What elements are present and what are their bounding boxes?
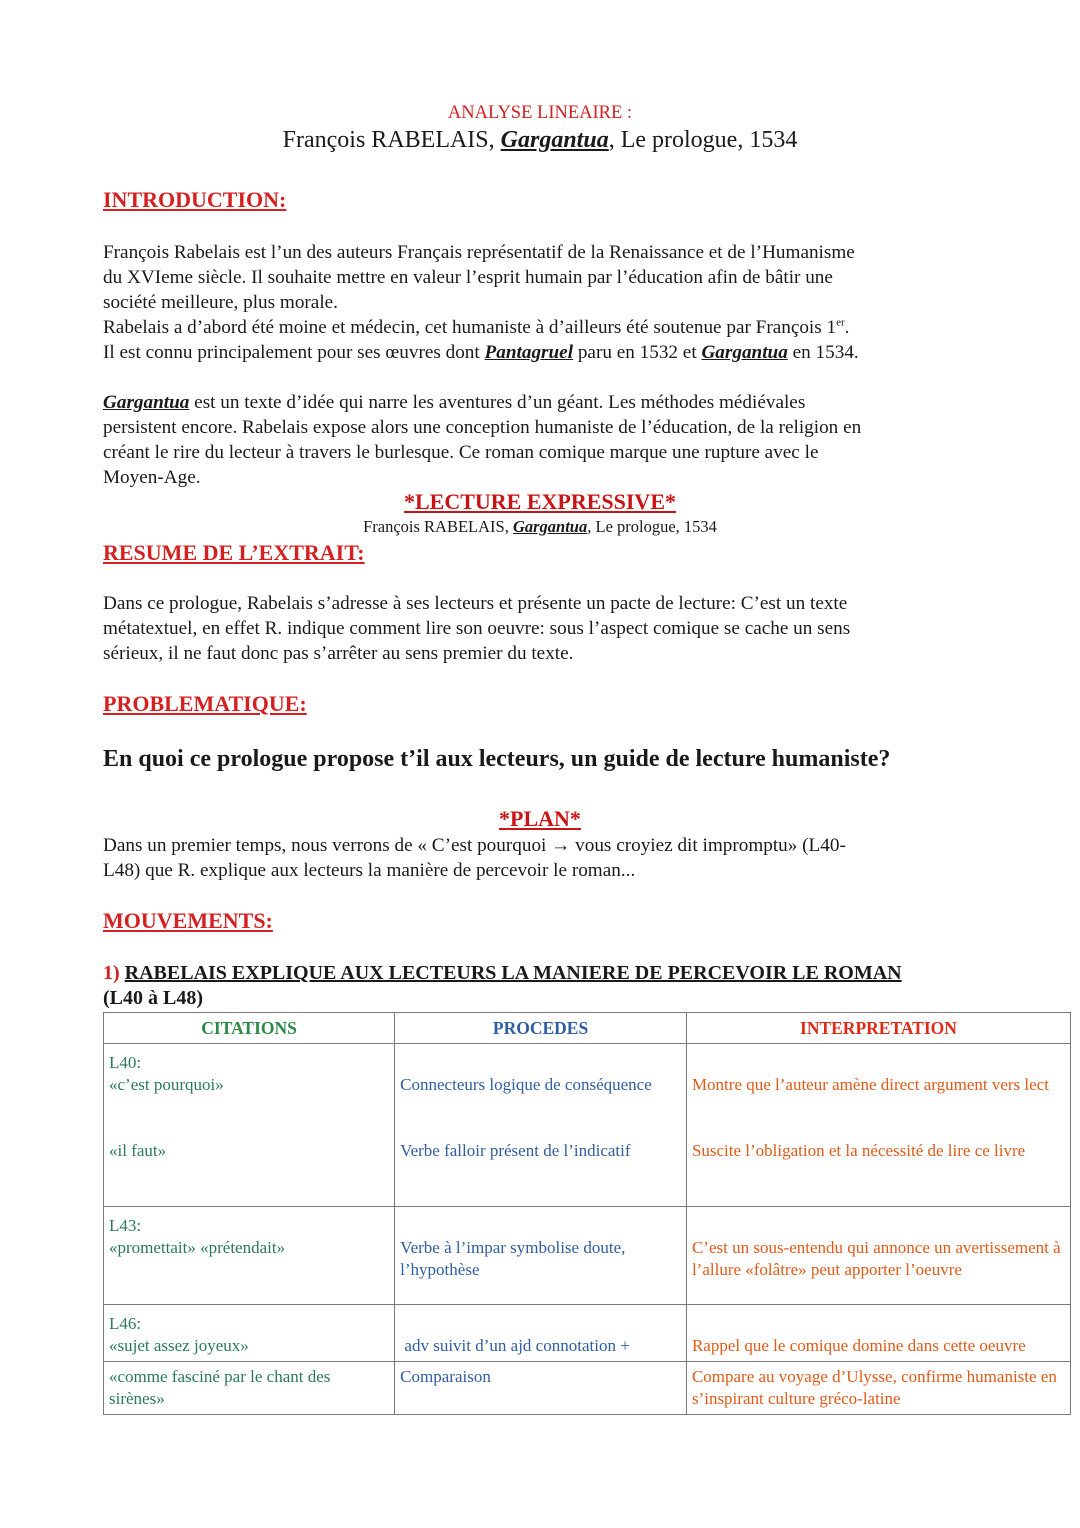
line-label: L43: [109,1216,142,1235]
interpretation: C’est un sous-entendu qui annonce un avertissement à l’allure «folâtre» peut apporter l’oeuvre [691,1238,1061,1279]
procede: Verbe à l’impar symbolise doute, l’hypothèse [400,1238,626,1279]
section-number: 1) [103,962,125,984]
procede: Connecteurs logique de conséquence [400,1075,652,1094]
resume-line: Dans ce prologue, Rabelais s’adresse à ses lecteurs et présente un pacte de lecture: C’est un texte [103,593,848,614]
interpretation-cell [686,1362,1070,1415]
procede-cell [395,1207,687,1305]
document-title [0,127,1080,154]
plan-line: L48) que R. explique aux lecteurs la manière de percevoir le roman... [103,860,636,881]
intro-line: créant le rire du lecteur à travers le burlesque. Ce roman comique marque une rupture avec le [103,442,819,463]
analysis-table [103,1012,1071,1415]
header-interpretation: INTERPRETATION [686,1013,1070,1044]
intro-line [103,315,983,340]
spacer [400,1118,681,1140]
table-row [104,1207,1071,1305]
work-title: Gargantua [701,342,788,363]
citation-cell [104,1305,395,1362]
spacer [103,365,983,390]
work-title: Pantagruel [484,342,574,363]
intro-line [103,390,983,415]
document-kicker: ANALYSE LINEAIRE : [447,103,633,123]
plan-heading: *PLAN* [499,806,581,831]
spacer [692,1118,1065,1140]
interpretation: Montre que l’auteur amène direct argument vers lect [691,1075,1049,1094]
interpretation-cell [686,1044,1070,1207]
lecture-author: François RABELAIS, [363,517,513,536]
resume-heading: RESUME DE L’EXTRAIT: [103,540,365,565]
title-work: Gargantua [500,127,609,153]
intro-line: Moyen-Age. [103,467,201,488]
problematique-heading: PROBLEMATIQUE: [103,691,307,716]
section-range: (L40 à L48) [103,987,203,1009]
citation-cell [104,1362,395,1415]
interpretation-cell [686,1207,1070,1305]
intro-text: Rabelais a d’abord été moine et médecin, cet humaniste à d’ailleurs été soutenue par François 1 [103,317,837,338]
plan-text [103,833,983,883]
introduction-text [103,240,983,490]
line-label: L40: [109,1053,142,1072]
intro-text: . [844,317,850,338]
resume-line: sérieux, il ne faut donc pas s’arrêter au sens premier du texte. [103,643,574,664]
mouvements-heading: MOUVEMENTS: [103,908,273,933]
lecture-heading: *LECTURE EXPRESSIVE* [403,489,676,514]
header-citations: CITATIONS [104,1013,395,1044]
title-author: François RABELAIS, [282,127,501,153]
citation-cell [104,1044,395,1207]
intro-sup: er [836,316,845,329]
lecture-subtitle [0,517,1080,537]
section-title-text: RABELAIS EXPLIQUE AUX LECTEURS LA MANIERE DE PERCEVOIR LE ROMAN [124,962,902,984]
problematique-question: En quoi ce prologue propose t’il aux lecteurs, un guide de lecture humaniste? [103,746,891,772]
citation: «promettait» «prétendait» [109,1238,286,1257]
interpretation: Suscite l’obligation et la nécessité de lire ce livre [691,1141,1026,1160]
intro-line: du XVIeme siècle. Il souhaite mettre en valeur l’esprit humain par l’éducation afin de bâtir une [103,267,833,288]
resume-line: métatextuel, en effet R. indique comment lire son oeuvre: sous l’aspect comique se cache un sens [103,618,851,639]
citation: «comme fasciné par le chant des sirènes» [109,1367,331,1408]
interpretation: Compare au voyage d’Ulysse, confirme humaniste en s’inspirant culture gréco-latine [691,1367,1057,1408]
line-label: L46: [109,1314,142,1333]
citation-cell [104,1207,395,1305]
citation: «c’est pourquoi» [109,1075,224,1094]
intro-text: est un texte d’idée qui narre les aventures d’un géant. Les méthodes médiévales [189,392,806,413]
title-rest: , Le prologue, 1534 [608,127,798,153]
procede: Comparaison [400,1367,491,1386]
table-row [104,1362,1071,1415]
citation: «il faut» [109,1141,167,1160]
procede-cell [395,1044,687,1207]
intro-text: paru en 1532 et [573,342,702,363]
intro-text: Il est connu principalement pour ses œuvres dont [103,342,485,363]
intro-line [103,340,983,365]
interpretation: Rappel que le comique domine dans cette oeuvre [691,1336,1026,1355]
lecture-work: Gargantua [512,517,588,536]
resume-text [103,591,983,666]
intro-text: en 1534. [787,342,859,363]
intro-line: persistent encore. Rabelais expose alors une conception humaniste de l’éducation, de la religion en [103,417,862,438]
section-title [103,962,902,985]
procede: adv suivit d’un ajd connotation + [400,1336,630,1355]
plan-line: Dans un premier temps, nous verrons de « C’est pourquoi → vous croyiez dit impromptu» (L40- [103,835,846,856]
procede-cell [395,1362,687,1415]
introduction-heading: INTRODUCTION: [103,187,287,212]
procede: Verbe falloir présent de l’indicatif [400,1141,631,1160]
table-header-row [104,1013,1071,1044]
work-title: Gargantua [103,392,190,413]
intro-line: société meilleure, plus morale. [103,292,338,313]
header-procedes: PROCEDES [395,1013,687,1044]
table-row [104,1305,1071,1362]
procede-cell [395,1305,687,1362]
table-row [104,1044,1071,1207]
spacer [109,1096,389,1140]
intro-line: François Rabelais est l’un des auteurs Français représentatif de la Renaissance et de l’Humanisme [103,242,855,263]
citation: «sujet assez joyeux» [109,1336,249,1355]
interpretation-cell [686,1305,1070,1362]
lecture-rest: , Le prologue, 1534 [587,517,717,536]
